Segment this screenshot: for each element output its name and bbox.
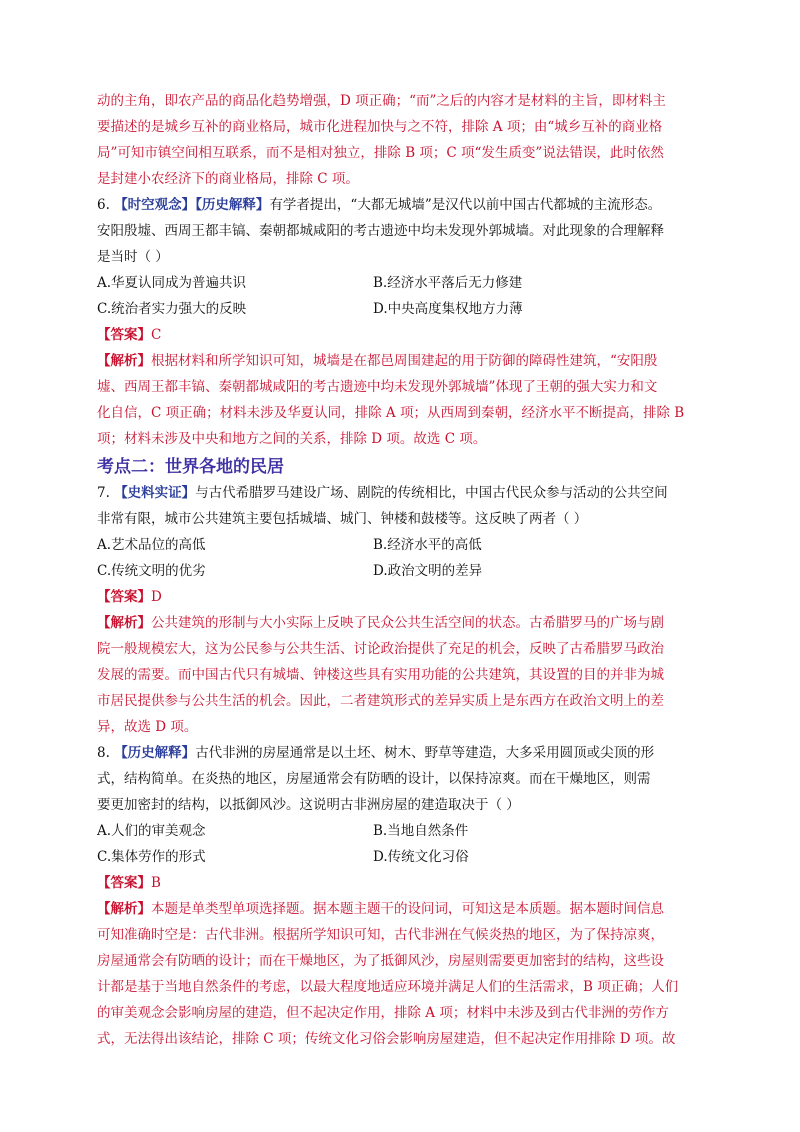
- analysis-line: [97, 348, 707, 374]
- option-b: B.经济水平的高低: [373, 537, 482, 553]
- analysis-line: 院一般规模宏大，这为公民参与公共生活、讨论政治提供了充足的机会，反映了古希腊罗马政治: [97, 641, 664, 657]
- options-row: [97, 270, 707, 296]
- question-7: [97, 480, 707, 740]
- analysis-line: 的审美观念会影响房屋的建造，但不起决定作用，排除 A 项；材料中未涉及到古代非洲的劳作方: [97, 1005, 669, 1021]
- question-tag: 【史料实证】: [114, 485, 196, 501]
- analysis-line: 化自信，C 项正确；材料未涉及华夏认同，排除 A 项；从西周到秦朝，经济水平不断提高，排除 B: [97, 405, 685, 421]
- answer: [97, 584, 707, 610]
- question-number: 6.: [97, 197, 110, 213]
- text-line: 动的主角，即农产品的商品化趋势增强，D 项正确；“而”之后的内容才是材料的主旨，即材料主: [97, 93, 666, 109]
- question-stem: 安阳殷墟、西周王都丰镐、秦朝都城咸阳的考古遗迹中均未发现外郭城墙。对此现象的合理解释: [97, 223, 664, 239]
- analysis-line: 计都是基于当地自然条件的考虑，以最大程度地适应环境并满足人们的生活需求，B 项正确；人们: [97, 979, 679, 995]
- option-a: A.艺术品位的高低: [97, 537, 206, 553]
- option-d: D.传统文化习俗: [373, 849, 469, 865]
- analysis-line: 式，无法得出该结论，排除 C 项；传统文化习俗会影响房屋建造，但不起决定作用排除 D 项。故: [97, 1031, 676, 1047]
- option-d: D.政治文明的差异: [373, 563, 483, 579]
- section-heading: 考点二：世界各地的民居: [97, 454, 286, 480]
- answer: [97, 322, 707, 348]
- options-row: [97, 532, 707, 558]
- analysis-text: 根据材料和所学知识可知，城墙是在都邑周围建起的用于防御的障碍性建筑，“安阳殷: [151, 353, 658, 369]
- question-stem: 要更加密封的结构，以抵御风沙。这说明古非洲房屋的建造取决于（ ）: [97, 797, 520, 813]
- answer-label: 【答案】: [97, 875, 151, 891]
- analysis-text: 公共建筑的形制与大小实际上反映了民众公共生活空间的状态。古希腊罗马的广场与剧: [151, 615, 664, 631]
- question-stem: 有学者提出，“大都无城墙”是汉代以前中国古代都城的主流形态。: [269, 197, 662, 213]
- analysis-line: 房屋通常会有防晒的设计；而在干燥地区，为了抵御风沙，房屋则需要更加密封的结构，这些设: [97, 953, 664, 969]
- option-c: C.集体劳作的形式: [97, 849, 206, 865]
- question-number: 7.: [97, 485, 110, 501]
- analysis-line: 市居民提供参与公共生活的机会。因此，二者建筑形式的差异实质上是东西方在政治文明上的差: [97, 693, 664, 709]
- question-stem: 是当时（ ）: [97, 249, 169, 265]
- analysis-line: 项；材料未涉及中央和地方之间的关系，排除 D 项。故选 C 项。: [97, 431, 487, 447]
- option-a: A.人们的审美观念: [97, 823, 206, 839]
- analysis-label: 【解析】: [97, 353, 151, 369]
- options-row: [97, 818, 707, 844]
- question-number: 8.: [97, 745, 110, 761]
- question-tag: 【时空观念】: [114, 197, 196, 213]
- answer: [97, 870, 707, 896]
- answer-label: 【答案】: [97, 327, 151, 343]
- question-stem: 非常有限，城市公共建筑主要包括城墙、城门、钟楼和鼓楼等。这反映了两者（ ）: [97, 511, 588, 527]
- option-b: B.当地自然条件: [373, 823, 469, 839]
- answer-label: 【答案】: [97, 589, 151, 605]
- option-a: A.华夏认同成为普遍共识: [97, 275, 247, 291]
- analysis-label: 【解析】: [97, 615, 151, 631]
- option-c: C.传统文明的优劣: [97, 563, 206, 579]
- options-row: [97, 296, 707, 322]
- analysis-text: 本题是单类型单项选择题。据本题主题干的设问词，可知这是本质题。据本题时间信息: [151, 901, 664, 917]
- answer-value: B: [151, 875, 161, 891]
- options-row: [97, 558, 707, 584]
- text-line: 局”可知市镇空间相互联系，而不是相对独立，排除 B 项；C 项“发生质变”说法错误，此时依然: [97, 145, 664, 161]
- previous-analysis: [97, 88, 707, 192]
- question-stem: 古代非洲的房屋通常是以土坯、树木、野草等建造，大多采用圆顶或尖顶的形: [195, 745, 655, 761]
- text-line: 要描述的是城乡互补的商业格局，城市化进程加快与之不符，排除 A 项；由“城乡互补的商业格: [97, 119, 663, 135]
- analysis-line: 可知准确时空是：古代非洲。根据所学知识可知，古代非洲在气候炎热的地区，为了保持凉爽，: [97, 927, 664, 943]
- option-c: C.统治者实力强大的反映: [97, 301, 247, 317]
- option-d: D.中央高度集权地方力薄: [373, 301, 523, 317]
- question-tag: 【历史解释】: [195, 197, 270, 213]
- answer-value: C: [151, 327, 162, 343]
- analysis-line: 墟、西周王都丰镐、秦朝都城咸阳的考古遗迹中均未发现外郭城墙”体现了王朝的强大实力和文: [97, 379, 658, 395]
- question-8: [97, 740, 707, 1052]
- question-tag: 【历史解释】: [114, 745, 196, 761]
- analysis-line: [97, 610, 707, 636]
- analysis-line: 发展的需要。而中国古代只有城墙、钟楼这些具有实用功能的公共建筑，其设置的目的并非为城: [97, 667, 664, 683]
- analysis-line: [97, 896, 707, 922]
- analysis-label: 【解析】: [97, 901, 151, 917]
- options-row: [97, 844, 707, 870]
- text-line: 是封建小农经济下的商业格局，排除 C 项。: [97, 171, 359, 187]
- question-6: [97, 192, 707, 452]
- option-b: B.经济水平落后无力修建: [373, 275, 523, 291]
- question-stem: 与古代希腊罗马建设广场、剧院的传统相比，中国古代民众参与活动的公共空间: [195, 485, 668, 501]
- answer-value: D: [151, 589, 162, 605]
- analysis-line: 异，故选 D 项。: [97, 719, 198, 735]
- document-page: [97, 88, 707, 1052]
- question-stem: 式，结构简单。在炎热的地区，房屋通常会有防晒的设计，以保持凉爽。而在干燥地区，则需: [97, 771, 651, 787]
